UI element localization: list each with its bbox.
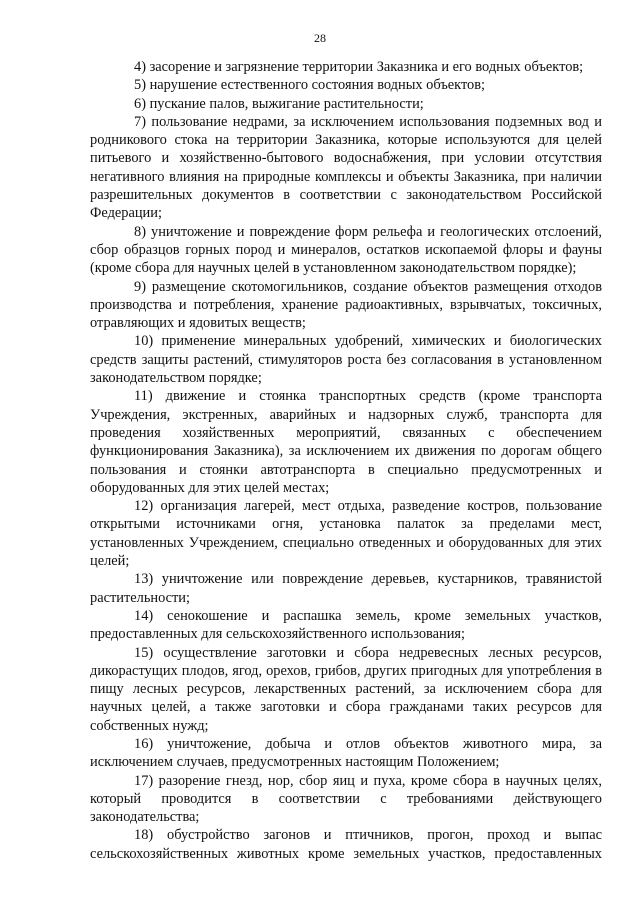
document-body <box>90 58 602 863</box>
list-item-16: 16) уничтожение, добыча и отлов объектов животного мира, за исключением случаев, предусмотренных настоящим Положением; <box>90 735 602 771</box>
list-item-8: 8) уничтожение и повреждение форм рельефа и геологических отслоений, сбор образцов горных пород и минералов, остатков ископаемой флоры и фауны (кроме сбора для научных целей в установленном законодательством порядке); <box>90 223 602 277</box>
list-item-4: 4) засорение и загрязнение территории Заказника и его водных объектов; <box>134 59 584 75</box>
list-item-5: 5) нарушение естественного состояния водных объектов; <box>134 77 486 94</box>
list-item-12: 12) организация лагерей, мест отдыха, разведение костров, пользование открытыми источниками огня, установка палаток за пределами мест, установленных Учреждением, специально отведенных и оборудованных для этих целей; <box>90 498 602 570</box>
list-item-18: 18) обустройство загонов и птичников, прогон, проход и выпас сельскохозяйственных животных кроме земельных участков, предоставленных <box>90 827 602 862</box>
page-number: 28 <box>314 31 326 45</box>
list-item-14: 14) сенокошение и распашка земель, кроме земельных участков, предоставленных для сельскохозяйственного использования; <box>90 607 602 643</box>
list-item-7: 7) пользование недрами, за исключением использования подземных вод и родникового стока на территории Заказника, которые используются для целей питьевого и хозяйственно-бытового водоснабжения, при условии отсутствия негативного влияния на природные комплексы и объекты Заказника, при наличии разрешительных документов в соответствии с законодательством Российской Федерации; <box>90 113 602 222</box>
list-item-17: 17) разорение гнезд, нор, сбор яиц и пуха, кроме сбора в научных целях, который проводится в соответствии с требованиями действующего законодательства; <box>90 772 602 826</box>
list-item-11: 11) движение и стоянка транспортных средств (кроме транспорта Учреждения, экстренных, аварийных и надзорных служб, транспорта для проведения хозяйственных мероприятий, связанных с обеспечением функционирования Заказника), за исключением их движения по дорогам общего пользования и стоянки автотранспорта в специально предусмотренных и оборудованных для этих целей местах; <box>90 388 602 496</box>
list-item-13: 13) уничтожение или повреждение деревьев, кустарников, травянистой растительности; <box>90 571 602 606</box>
list-item-10: 10) применение минеральных удобрений, химических и биологических средств защиты растений, стимуляторов роста без согласования в установленном законодательством порядке; <box>90 333 602 387</box>
list-item-9: 9) размещение скотомогильников, создание объектов размещения отходов производства и потребления, хранение радиоактивных, взрывчатых, токсичных, отравляющих и ядовитых веществ; <box>90 278 602 332</box>
list-item-15: 15) осуществление заготовки и сбора недревесных лесных ресурсов, дикорастущих плодов, ягод, орехов, грибов, других пригодных для употребления в пищу лесных ресурсов, лекарственных растений, за исключением сбора для научных целей, а также заготовки и сбора гражданами таких ресурсов для собственных нужд; <box>90 644 602 734</box>
list-item-6: 6) пускание палов, выжигание растительности; <box>134 95 424 112</box>
